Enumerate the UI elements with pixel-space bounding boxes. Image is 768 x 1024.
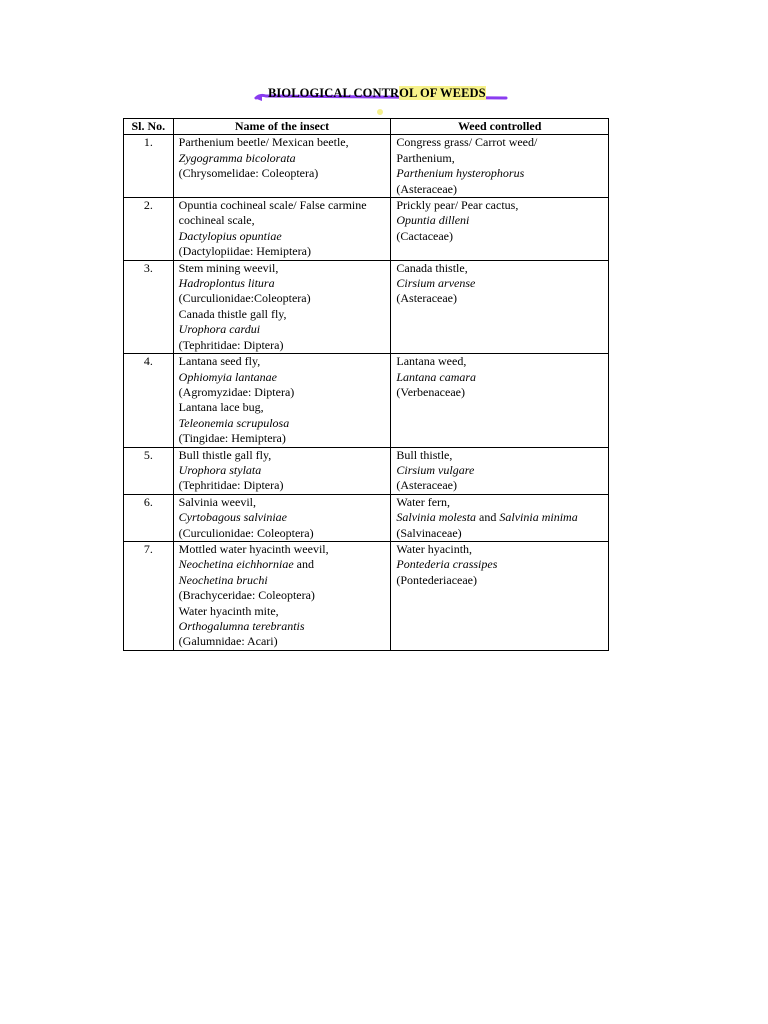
- title-part-1: BIOLOGICAL CONTR: [268, 86, 400, 100]
- cell-line: (Agromyzidae: Diptera): [178, 384, 295, 399]
- table-row: [124, 260, 609, 353]
- cell-line: Lantana weed,: [396, 354, 467, 369]
- cell-line: Parthenium beetle/ Mexican beetle,: [178, 135, 349, 150]
- row-number: 6.: [124, 494, 174, 541]
- species-name: Lantana camara: [396, 369, 477, 384]
- row-number: 5.: [124, 447, 174, 494]
- cell-line: Lantana lace bug,: [178, 400, 264, 415]
- cell-line: Lantana seed fly,: [178, 354, 261, 369]
- highlight-mark: [377, 109, 383, 115]
- table-header-row: [124, 119, 609, 135]
- cell-line: (Tingidae: Hemiptera): [178, 431, 286, 446]
- species-name: Urophora stylata: [178, 462, 262, 477]
- cell-line: (Asteraceae): [396, 478, 457, 493]
- row-number: 3.: [124, 260, 174, 353]
- insect-cell: [173, 260, 391, 353]
- cell-line: (Curculionidae:Coleoptera): [178, 291, 311, 306]
- insect-cell: [173, 354, 391, 447]
- title-block: [252, 84, 514, 106]
- species-name: Salvinia molesta: [396, 510, 477, 525]
- species-name: Cirsium arvense: [396, 276, 476, 291]
- cell-line: Water hyacinth mite,: [178, 603, 279, 618]
- table-row: [124, 354, 609, 447]
- cell-line: Canada thistle gall fly,: [178, 306, 287, 321]
- table-row: [124, 135, 609, 198]
- cell-line: (Asteraceae): [396, 291, 457, 306]
- cell-line: Bull thistle,: [396, 447, 453, 462]
- cell-line: Water hyacinth,: [396, 541, 473, 556]
- weed-cell: [391, 541, 609, 650]
- species-name: Urophora cardui: [178, 322, 261, 337]
- cell-line: Opuntia cochineal scale/ False carmine: [178, 198, 367, 213]
- species-name: Opuntia dilleni: [396, 213, 470, 228]
- cell-line: Water fern,: [396, 494, 451, 509]
- cell-line: (Dactylopiidae: Hemiptera): [178, 244, 311, 259]
- species-name: Salvinia minima: [499, 510, 578, 525]
- cell-line: (Salvinaceae): [396, 525, 462, 540]
- insect-cell: [173, 494, 391, 541]
- weed-cell: [391, 260, 609, 353]
- row-number: 1.: [124, 135, 174, 198]
- cell-line: [396, 510, 603, 525]
- table-row: [124, 541, 609, 650]
- species-name: Neochetina bruchi: [178, 572, 268, 587]
- insect-cell: [173, 541, 391, 650]
- cell-line: Parthenium,: [396, 150, 455, 165]
- species-name: Cirsium vulgare: [396, 462, 475, 477]
- weed-cell: [391, 447, 609, 494]
- page-title: [268, 86, 486, 101]
- row-number: 7.: [124, 541, 174, 650]
- cell-line: Prickly pear/ Pear cactus,: [396, 198, 519, 213]
- cell-line: (Tephritidae: Diptera): [178, 478, 284, 493]
- weed-cell: [391, 494, 609, 541]
- cell-line: Mottled water hyacinth weevil,: [178, 541, 329, 556]
- cell-line: (Asteraceae): [396, 181, 457, 196]
- title-part-2-highlighted: OL OF WEEDS: [399, 86, 486, 100]
- species-name: Hadroplontus litura: [178, 276, 275, 291]
- species-name: Orthogalumna terebrantis: [178, 619, 305, 633]
- weed-cell: [391, 354, 609, 447]
- header-weed: Weed controlled: [391, 119, 609, 135]
- cell-line: Salvinia weevil,: [178, 494, 256, 509]
- insect-cell: [173, 135, 391, 198]
- cell-line: (Galumnidae: Acari): [178, 634, 278, 649]
- table-body: [124, 135, 609, 650]
- weed-control-table: [123, 118, 609, 651]
- cell-line: (Cactaceae): [396, 228, 453, 243]
- table-row: [124, 447, 609, 494]
- cell-line: [179, 557, 386, 572]
- cell-line: (Chrysomelidae: Coleoptera): [178, 166, 319, 181]
- row-number: 4.: [124, 354, 174, 447]
- header-sl-no: Sl. No.: [124, 119, 174, 135]
- table-row: [124, 198, 609, 261]
- cell-line: cochineal scale,: [178, 213, 255, 228]
- species-name: Neochetina eichhorniae: [178, 557, 294, 572]
- cell-line: (Curculionidae: Coleoptera): [178, 525, 314, 540]
- insect-cell: [173, 198, 391, 261]
- connector-text: and: [476, 510, 500, 525]
- cell-line: Bull thistle gall fly,: [178, 447, 272, 462]
- species-name: Parthenium hysterophorus: [396, 166, 525, 181]
- species-name: Cyrtobagous salviniae: [178, 510, 287, 525]
- species-name: Ophiomyia lantanae: [178, 369, 277, 384]
- insect-cell: [173, 447, 391, 494]
- weed-cell: [391, 135, 609, 198]
- cell-line: (Pontederiaceae): [396, 572, 477, 587]
- species-name: Dactylopius opuntiae: [178, 228, 282, 243]
- weed-cell: [391, 198, 609, 261]
- connector-text: and: [293, 557, 314, 572]
- species-name: Zygogramma bicolorata: [178, 150, 296, 165]
- species-name: Pontederia crassipes: [396, 557, 498, 572]
- cell-line: (Brachyceridae: Coleoptera): [178, 588, 315, 603]
- cell-line: Canada thistle,: [396, 260, 468, 275]
- cell-line: (Verbenaceae): [396, 384, 465, 399]
- cell-line: Congress grass/ Carrot weed/: [396, 135, 538, 150]
- cell-line: Stem mining weevil,: [178, 260, 279, 275]
- row-number: 2.: [124, 198, 174, 261]
- table-row: [124, 494, 609, 541]
- species-name: Teleonemia scrupulosa: [178, 415, 290, 430]
- header-insect: Name of the insect: [173, 119, 391, 135]
- cell-line: (Tephritidae: Diptera): [178, 337, 284, 352]
